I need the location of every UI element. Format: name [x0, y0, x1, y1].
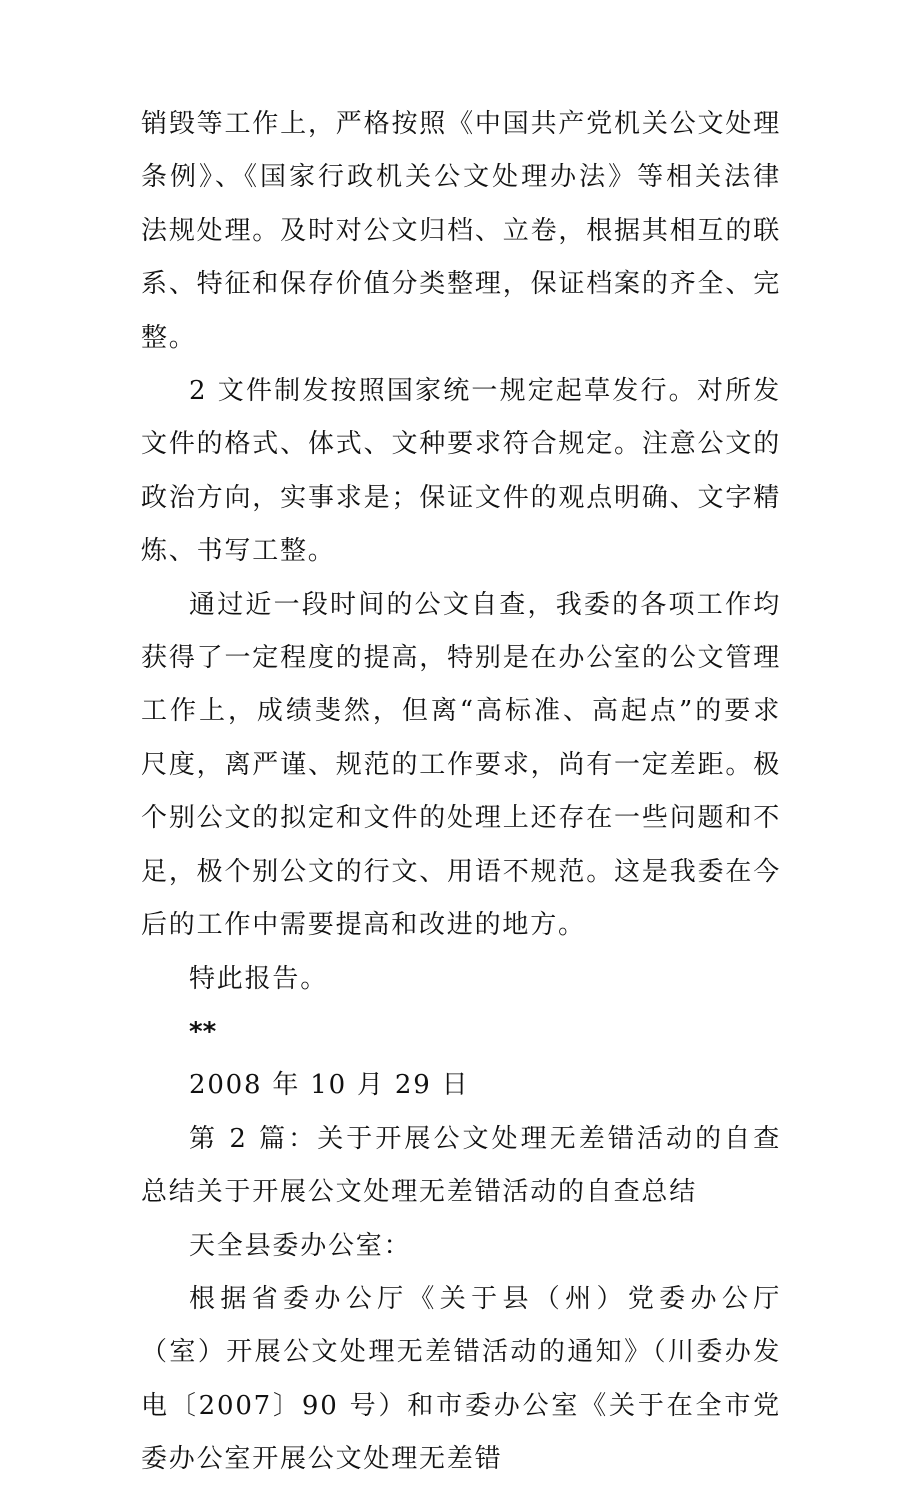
paragraph-basis: 根据省委办公厅《关于县（州）党委办公厅（室）开展公文处理无差错活动的通知》（川委办发电〔2007〕90 号）和市委办公室《关于在全市党委办公室开展公文处理无差错	[141, 1283, 781, 1475]
paragraph-continuation: 销毁等工作上，严格按照《中国共产党机关公文处理条例》、《国家行政机关公文处理办法》等相关法律法规处理。及时对公文归档、立卷，根据其相互的联系、特征和保存价值分类整理，保证档案的齐全、完整。	[141, 109, 781, 353]
document-date: 2008 年 10 月 29 日	[189, 1070, 470, 1101]
paragraph-self-check-summary: 通过近一段时间的公文自查，我委的各项工作均获得了一定程度的提高，特别是在办公室的公文管理工作上，成绩斐然，但离“高标准、高起点”的要求尺度，离严谨、规范的工作要求，尚有一定差距。极个别公文的拟定和文件的处理上还存在一些问题和不足，极个别公文的行文、用语不规范。这是我委在今后的工作中需要提高和改进的地方。	[141, 589, 781, 941]
closing-phrase: 特此报告。	[189, 963, 329, 994]
article-2-title: 第 2 篇：关于开展公文处理无差错活动的自查总结关于开展公文处理无差错活动的自查总结	[141, 1123, 781, 1208]
paragraph-item-2: 2 文件制发按照国家统一规定起草发行。对所发文件的格式、体式、文种要求符合规定。注意公文的政治方向，实事求是；保证文件的观点明确、文字精炼、书写工整。	[141, 376, 781, 567]
signature-mark: **	[189, 1016, 217, 1047]
addressee: 天全县委办公室：	[189, 1230, 412, 1261]
